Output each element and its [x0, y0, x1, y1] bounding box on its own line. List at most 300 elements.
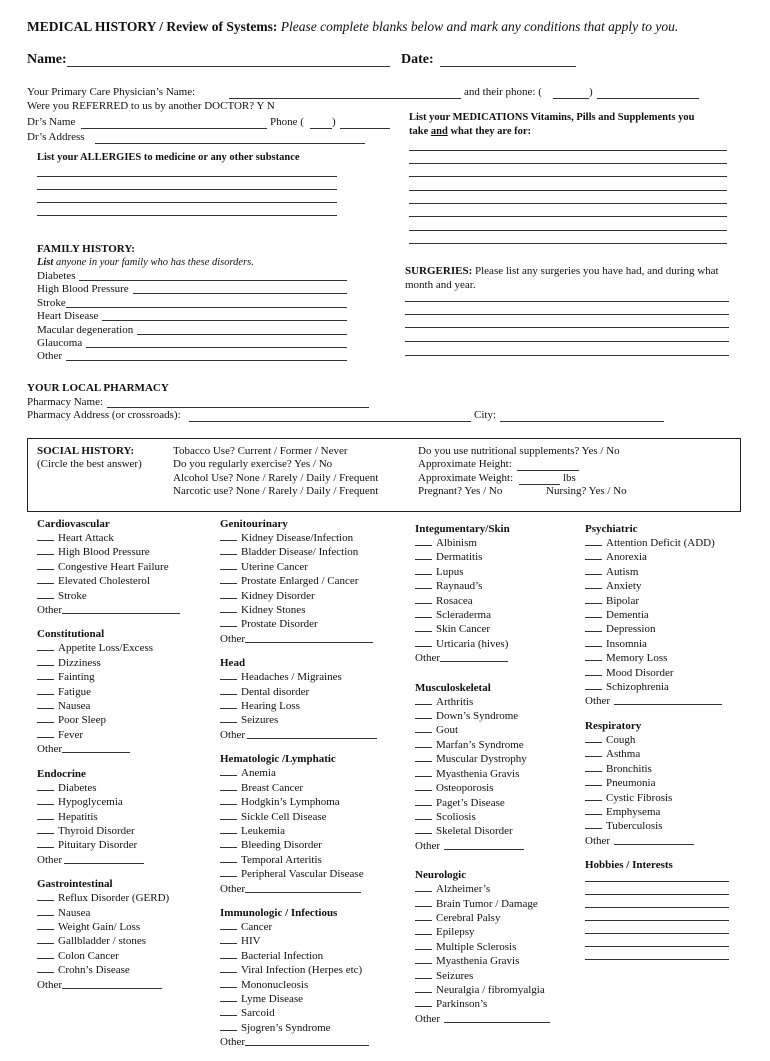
condition-label: Memory Loss	[606, 652, 668, 665]
checkbox-blank[interactable]	[37, 810, 54, 820]
condition-item[interactable]	[220, 603, 377, 617]
hobby-line[interactable]	[585, 881, 729, 882]
other-item[interactable]	[415, 839, 550, 853]
condition-item[interactable]	[415, 969, 550, 983]
condition-item[interactable]	[37, 656, 180, 670]
checkbox-blank[interactable]	[415, 925, 432, 935]
hobbies-lines	[585, 872, 729, 972]
condition-item[interactable]	[220, 685, 377, 699]
condition-item[interactable]	[415, 897, 550, 911]
pregnant-question[interactable]: Pregnant? Yes / No	[418, 485, 503, 497]
condition-item[interactable]	[585, 637, 729, 651]
other-field[interactable]	[62, 742, 130, 753]
hobby-line[interactable]	[585, 933, 729, 934]
checkbox-blank[interactable]	[37, 656, 54, 666]
condition-item[interactable]	[37, 574, 180, 588]
condition-item[interactable]	[220, 963, 377, 977]
other-item[interactable]	[220, 632, 377, 646]
condition-label: Hepatitis	[58, 810, 98, 823]
checkbox-blank[interactable]	[415, 810, 432, 820]
condition-item[interactable]	[37, 560, 180, 574]
checkbox-blank[interactable]	[220, 867, 237, 877]
condition-item[interactable]	[415, 709, 550, 723]
checkbox-blank[interactable]	[585, 819, 602, 829]
condition-item[interactable]	[415, 536, 550, 550]
condition-item[interactable]	[220, 1006, 377, 1020]
surgery-line[interactable]	[405, 355, 729, 356]
checkbox-blank[interactable]	[220, 853, 237, 863]
condition-item[interactable]	[37, 728, 180, 742]
condition-item[interactable]	[415, 824, 550, 838]
condition-item[interactable]	[585, 791, 729, 805]
checkbox-blank[interactable]	[37, 574, 54, 584]
condition-item[interactable]	[585, 733, 729, 747]
condition-item[interactable]	[585, 622, 729, 636]
condition-item[interactable]	[415, 738, 550, 752]
condition-item[interactable]	[415, 983, 550, 997]
checkbox-blank[interactable]	[585, 666, 602, 676]
checkbox-blank[interactable]	[415, 550, 432, 560]
condition-label: Bronchitis	[606, 762, 652, 775]
checkbox-blank[interactable]	[415, 695, 432, 705]
other-item[interactable]	[220, 1035, 377, 1049]
checkbox-blank[interactable]	[220, 1021, 237, 1031]
medication-line[interactable]	[409, 203, 727, 204]
hobby-line[interactable]	[585, 907, 729, 908]
condition-item[interactable]	[585, 536, 729, 550]
family-history-field[interactable]	[86, 337, 347, 348]
checkbox-blank[interactable]	[585, 550, 602, 560]
surgery-line[interactable]	[405, 341, 729, 342]
checkbox-blank[interactable]	[415, 911, 432, 921]
family-history-field[interactable]	[66, 297, 347, 308]
checkbox-blank[interactable]	[220, 1006, 237, 1016]
condition-item[interactable]	[585, 608, 729, 622]
other-field[interactable]	[444, 1012, 550, 1023]
other-field[interactable]	[64, 853, 144, 864]
checkbox-blank[interactable]	[220, 699, 237, 709]
checkbox-blank[interactable]	[37, 728, 54, 738]
checkbox-blank[interactable]	[415, 752, 432, 762]
family-history-field[interactable]	[102, 310, 347, 321]
condition-item[interactable]	[585, 762, 729, 776]
checkbox-blank[interactable]	[37, 713, 54, 723]
alcohol-question[interactable]: Alcohol Use? None / Rarely / Daily / Frequent	[173, 472, 379, 484]
medication-line[interactable]	[409, 176, 727, 177]
checkbox-blank[interactable]	[220, 670, 237, 680]
pcp-name-field[interactable]	[229, 98, 461, 99]
condition-item[interactable]	[415, 723, 550, 737]
condition-item[interactable]	[37, 891, 180, 905]
condition-item[interactable]	[220, 589, 377, 603]
hobby-line[interactable]	[585, 946, 729, 947]
checkbox-blank[interactable]	[220, 531, 237, 541]
checkbox-blank[interactable]	[220, 824, 237, 834]
checkbox-blank[interactable]	[585, 747, 602, 757]
checkbox-blank[interactable]	[220, 574, 237, 584]
checkbox-blank[interactable]	[585, 536, 602, 546]
checkbox-blank[interactable]	[37, 963, 54, 973]
other-item[interactable]	[37, 742, 180, 756]
condition-item[interactable]	[220, 867, 377, 881]
other-field[interactable]	[245, 882, 361, 893]
family-history-label: Macular degeneration	[37, 323, 134, 336]
family-history-field[interactable]	[79, 270, 347, 281]
pcp-area-code-field[interactable]	[553, 98, 589, 99]
condition-item[interactable]	[585, 579, 729, 593]
condition-label: Depression	[606, 623, 656, 636]
checkbox-blank[interactable]	[415, 723, 432, 733]
checkbox-blank[interactable]	[585, 594, 602, 604]
checkbox-blank[interactable]	[220, 617, 237, 627]
checkbox-blank[interactable]	[415, 997, 432, 1007]
condition-label: Hypoglycemia	[58, 796, 123, 809]
other-field[interactable]	[247, 728, 377, 739]
condition-item[interactable]	[220, 766, 377, 780]
family-history-field[interactable]	[66, 350, 347, 361]
condition-label: Autism	[606, 565, 639, 578]
genitourinary-section	[220, 518, 377, 646]
condition-item[interactable]	[415, 940, 550, 954]
condition-item[interactable]	[220, 574, 377, 588]
other-item[interactable]	[220, 882, 377, 896]
other-field[interactable]	[62, 603, 180, 614]
condition-item[interactable]	[585, 805, 729, 819]
surgery-line[interactable]	[405, 301, 729, 302]
medication-line[interactable]	[409, 163, 727, 164]
condition-item[interactable]	[415, 608, 550, 622]
checkbox-blank[interactable]	[220, 589, 237, 599]
exercise-question[interactable]: Do you regularly exercise? Yes / No	[173, 458, 333, 470]
other-item[interactable]	[37, 853, 180, 867]
condition-item[interactable]	[415, 752, 550, 766]
checkbox-blank[interactable]	[37, 934, 54, 944]
condition-item[interactable]	[415, 579, 550, 593]
constitutional-section	[37, 628, 180, 756]
checkbox-blank[interactable]	[37, 545, 54, 555]
checkbox-blank[interactable]	[37, 641, 54, 651]
allergy-line[interactable]	[37, 215, 337, 216]
family-history-item[interactable]	[37, 350, 347, 363]
condition-item[interactable]	[415, 550, 550, 564]
date-field[interactable]	[440, 66, 576, 67]
checkbox-blank[interactable]	[585, 608, 602, 618]
checkbox-blank[interactable]	[415, 709, 432, 719]
checkbox-blank[interactable]	[37, 824, 54, 834]
condition-item[interactable]	[415, 637, 550, 651]
condition-item[interactable]	[220, 949, 377, 963]
medication-line[interactable]	[409, 230, 727, 231]
other-field[interactable]	[245, 1035, 369, 1046]
condition-item[interactable]	[220, 560, 377, 574]
checkbox-blank[interactable]	[220, 838, 237, 848]
surgery-line[interactable]	[405, 314, 729, 315]
family-history-item[interactable]	[37, 310, 347, 323]
condition-item[interactable]	[415, 695, 550, 709]
checkbox-blank[interactable]	[415, 594, 432, 604]
checkbox-blank[interactable]	[220, 810, 237, 820]
medication-line[interactable]	[409, 243, 727, 244]
condition-item[interactable]	[415, 565, 550, 579]
condition-item[interactable]	[37, 963, 180, 977]
ros-column-2	[220, 518, 377, 1061]
checkbox-blank[interactable]	[415, 579, 432, 589]
checkbox-blank[interactable]	[415, 897, 432, 907]
narcotic-question[interactable]: Narcotic use? None / Rarely / Daily / Frequent	[173, 485, 379, 497]
tobacco-question[interactable]: Tobacco Use? Current / Former / Never	[173, 445, 348, 457]
pharmacy-city-field[interactable]	[500, 421, 664, 422]
condition-item[interactable]	[37, 906, 180, 920]
hobby-line[interactable]	[585, 894, 729, 895]
supplements-question[interactable]: Do you use nutritional supplements? Yes / No	[418, 445, 620, 457]
checkbox-blank[interactable]	[585, 622, 602, 632]
medications-title: List your MEDICATIONS Vitamins, Pills and Supplements you	[409, 112, 695, 123]
checkbox-blank[interactable]	[220, 795, 237, 805]
condition-item[interactable]	[220, 713, 377, 727]
condition-item[interactable]	[415, 954, 550, 968]
checkbox-blank[interactable]	[220, 920, 237, 930]
condition-item[interactable]	[220, 795, 377, 809]
pharmacy-name-field[interactable]	[107, 407, 369, 408]
condition-item[interactable]	[220, 934, 377, 948]
condition-item[interactable]	[415, 594, 550, 608]
condition-item[interactable]	[415, 796, 550, 810]
checkbox-blank[interactable]	[585, 680, 602, 690]
condition-item[interactable]	[585, 666, 729, 680]
condition-item[interactable]	[37, 934, 180, 948]
checkbox-blank[interactable]	[415, 767, 432, 777]
checkbox-blank[interactable]	[37, 906, 54, 916]
allergy-line[interactable]	[37, 189, 337, 190]
other-field[interactable]	[444, 839, 524, 850]
family-history-label: Stroke	[37, 296, 66, 309]
condition-item[interactable]	[220, 838, 377, 852]
condition-item[interactable]	[37, 589, 180, 603]
checkbox-blank[interactable]	[37, 891, 54, 901]
checkbox-blank[interactable]	[415, 622, 432, 632]
medication-line[interactable]	[409, 190, 727, 191]
condition-item[interactable]	[220, 781, 377, 795]
condition-item[interactable]	[220, 978, 377, 992]
checkbox-blank[interactable]	[220, 949, 237, 959]
checkbox-blank[interactable]	[415, 608, 432, 618]
condition-item[interactable]	[585, 594, 729, 608]
condition-item[interactable]	[37, 545, 180, 559]
checkbox-blank[interactable]	[415, 969, 432, 979]
checkbox-blank[interactable]	[585, 579, 602, 589]
checkbox-blank[interactable]	[585, 651, 602, 661]
checkbox-blank[interactable]	[37, 589, 54, 599]
checkbox-blank[interactable]	[220, 781, 237, 791]
checkbox-blank[interactable]	[220, 934, 237, 944]
condition-item[interactable]	[415, 925, 550, 939]
condition-item[interactable]	[415, 767, 550, 781]
condition-item[interactable]	[37, 949, 180, 963]
allergy-line[interactable]	[37, 176, 337, 177]
checkbox-blank[interactable]	[585, 805, 602, 815]
checkbox-blank[interactable]	[585, 791, 602, 801]
condition-item[interactable]	[37, 838, 180, 852]
condition-item[interactable]	[220, 810, 377, 824]
family-history-list	[37, 270, 347, 364]
checkbox-blank[interactable]	[415, 983, 432, 993]
checkbox-blank[interactable]	[220, 978, 237, 988]
condition-label: Prostate Enlarged / Cancer	[241, 575, 359, 588]
checkbox-blank[interactable]	[37, 781, 54, 791]
condition-label: Heart Attack	[58, 532, 114, 544]
condition-item[interactable]	[220, 853, 377, 867]
surgery-line[interactable]	[405, 327, 729, 328]
neurologic-section	[415, 869, 550, 1026]
checkbox-blank[interactable]	[37, 531, 54, 541]
condition-item[interactable]	[37, 781, 180, 795]
checkbox-blank[interactable]	[415, 954, 432, 964]
condition-label: Anxiety	[606, 580, 642, 593]
condition-item[interactable]	[585, 565, 729, 579]
condition-item[interactable]	[585, 680, 729, 694]
condition-item[interactable]	[220, 545, 377, 559]
checkbox-blank[interactable]	[37, 685, 54, 695]
checkbox-blank[interactable]	[220, 963, 237, 973]
family-history-item[interactable]	[37, 270, 347, 283]
checkbox-blank[interactable]	[415, 940, 432, 950]
checkbox-blank[interactable]	[220, 685, 237, 695]
medications-title-part: what they are for:	[447, 126, 532, 137]
other-item[interactable]	[415, 651, 550, 665]
checkbox-blank[interactable]	[415, 781, 432, 791]
family-history-item[interactable]	[37, 324, 347, 337]
condition-item[interactable]	[585, 747, 729, 761]
condition-label: Kidney Disease/Infection	[241, 532, 354, 544]
checkbox-blank[interactable]	[37, 560, 54, 570]
checkbox-blank[interactable]	[415, 738, 432, 748]
condition-item[interactable]	[37, 810, 180, 824]
condition-item[interactable]	[220, 670, 377, 684]
pcp-phone-field[interactable]	[597, 98, 699, 99]
hobby-line[interactable]	[585, 920, 729, 921]
condition-item[interactable]	[37, 920, 180, 934]
condition-item[interactable]	[415, 622, 550, 636]
dr-name-field[interactable]	[81, 128, 267, 129]
condition-item[interactable]	[585, 651, 729, 665]
other-item[interactable]	[220, 728, 377, 742]
checkbox-blank[interactable]	[220, 560, 237, 570]
checkbox-blank[interactable]	[415, 536, 432, 546]
condition-item[interactable]	[37, 531, 180, 545]
nursing-question[interactable]: Nursing? Yes / No	[546, 485, 627, 497]
condition-label: Cerebral Palsy	[436, 911, 501, 924]
condition-item[interactable]	[220, 1021, 377, 1035]
condition-item[interactable]	[220, 920, 377, 934]
checkbox-blank[interactable]	[37, 920, 54, 930]
condition-label: Urticaria (hives)	[436, 637, 509, 650]
family-history-label: High Blood Pressure	[37, 283, 129, 296]
condition-item[interactable]	[37, 670, 180, 684]
condition-item[interactable]	[37, 641, 180, 655]
checkbox-blank[interactable]	[220, 545, 237, 555]
condition-item[interactable]	[585, 776, 729, 790]
checkbox-blank[interactable]	[37, 670, 54, 680]
other-field[interactable]	[62, 978, 162, 989]
condition-item[interactable]	[415, 997, 550, 1011]
other-item[interactable]	[585, 834, 729, 848]
condition-item[interactable]	[220, 617, 377, 631]
other-field[interactable]	[614, 834, 694, 845]
family-history-item[interactable]	[37, 283, 347, 296]
social-history-subtitle: (Circle the best answer)	[37, 458, 142, 470]
condition-item[interactable]	[37, 685, 180, 699]
hobby-line[interactable]	[585, 959, 729, 960]
condition-item[interactable]	[585, 819, 729, 833]
condition-item[interactable]	[415, 781, 550, 795]
other-field[interactable]	[440, 651, 508, 662]
checkbox-blank[interactable]	[37, 949, 54, 959]
pharmacy-address-field[interactable]	[189, 421, 471, 422]
condition-item[interactable]	[220, 531, 377, 545]
other-item[interactable]	[37, 978, 180, 992]
dr-phone-field[interactable]	[340, 128, 390, 129]
checkbox-blank[interactable]	[415, 882, 432, 892]
checkbox-blank[interactable]	[220, 713, 237, 723]
condition-item[interactable]	[37, 713, 180, 727]
family-history-field[interactable]	[133, 283, 347, 294]
name-field[interactable]	[67, 66, 390, 67]
condition-item[interactable]	[415, 911, 550, 925]
checkbox-blank[interactable]	[415, 796, 432, 806]
condition-item[interactable]	[585, 550, 729, 564]
pcp-phone-label: and their phone: (	[464, 86, 542, 98]
other-item[interactable]	[415, 1012, 550, 1026]
condition-item[interactable]	[37, 824, 180, 838]
checkbox-blank[interactable]	[585, 637, 602, 647]
checkbox-blank[interactable]	[415, 824, 432, 834]
checkbox-blank[interactable]	[585, 762, 602, 772]
checkbox-blank[interactable]	[37, 699, 54, 709]
condition-item[interactable]	[415, 810, 550, 824]
condition-item[interactable]	[220, 699, 377, 713]
condition-item[interactable]	[415, 882, 550, 896]
family-history-field[interactable]	[137, 324, 347, 335]
condition-item[interactable]	[37, 699, 180, 713]
other-item[interactable]	[585, 694, 729, 708]
condition-item[interactable]	[220, 992, 377, 1006]
checkbox-blank[interactable]	[37, 795, 54, 805]
checkbox-blank[interactable]	[415, 565, 432, 575]
checkbox-blank[interactable]	[585, 776, 602, 786]
checkbox-blank[interactable]	[220, 766, 237, 776]
checkbox-blank[interactable]	[220, 603, 237, 613]
family-history-item[interactable]	[37, 337, 347, 350]
other-item[interactable]	[37, 603, 180, 617]
dr-area-code-field[interactable]	[310, 128, 332, 129]
condition-item[interactable]	[220, 824, 377, 838]
medication-line[interactable]	[409, 150, 727, 151]
checkbox-blank[interactable]	[415, 637, 432, 647]
checkbox-blank[interactable]	[585, 565, 602, 575]
checkbox-blank[interactable]	[37, 838, 54, 848]
checkbox-blank[interactable]	[220, 992, 237, 1002]
medication-line[interactable]	[409, 216, 727, 217]
allergy-line[interactable]	[37, 202, 337, 203]
condition-item[interactable]	[37, 795, 180, 809]
other-field[interactable]	[245, 632, 373, 643]
checkbox-blank[interactable]	[585, 733, 602, 743]
other-field[interactable]	[614, 694, 722, 705]
height-field[interactable]	[517, 470, 579, 471]
dr-address-field[interactable]	[95, 143, 365, 144]
condition-label: Neuralgia / fibromyalgia	[436, 983, 545, 996]
family-history-item[interactable]	[37, 297, 347, 310]
